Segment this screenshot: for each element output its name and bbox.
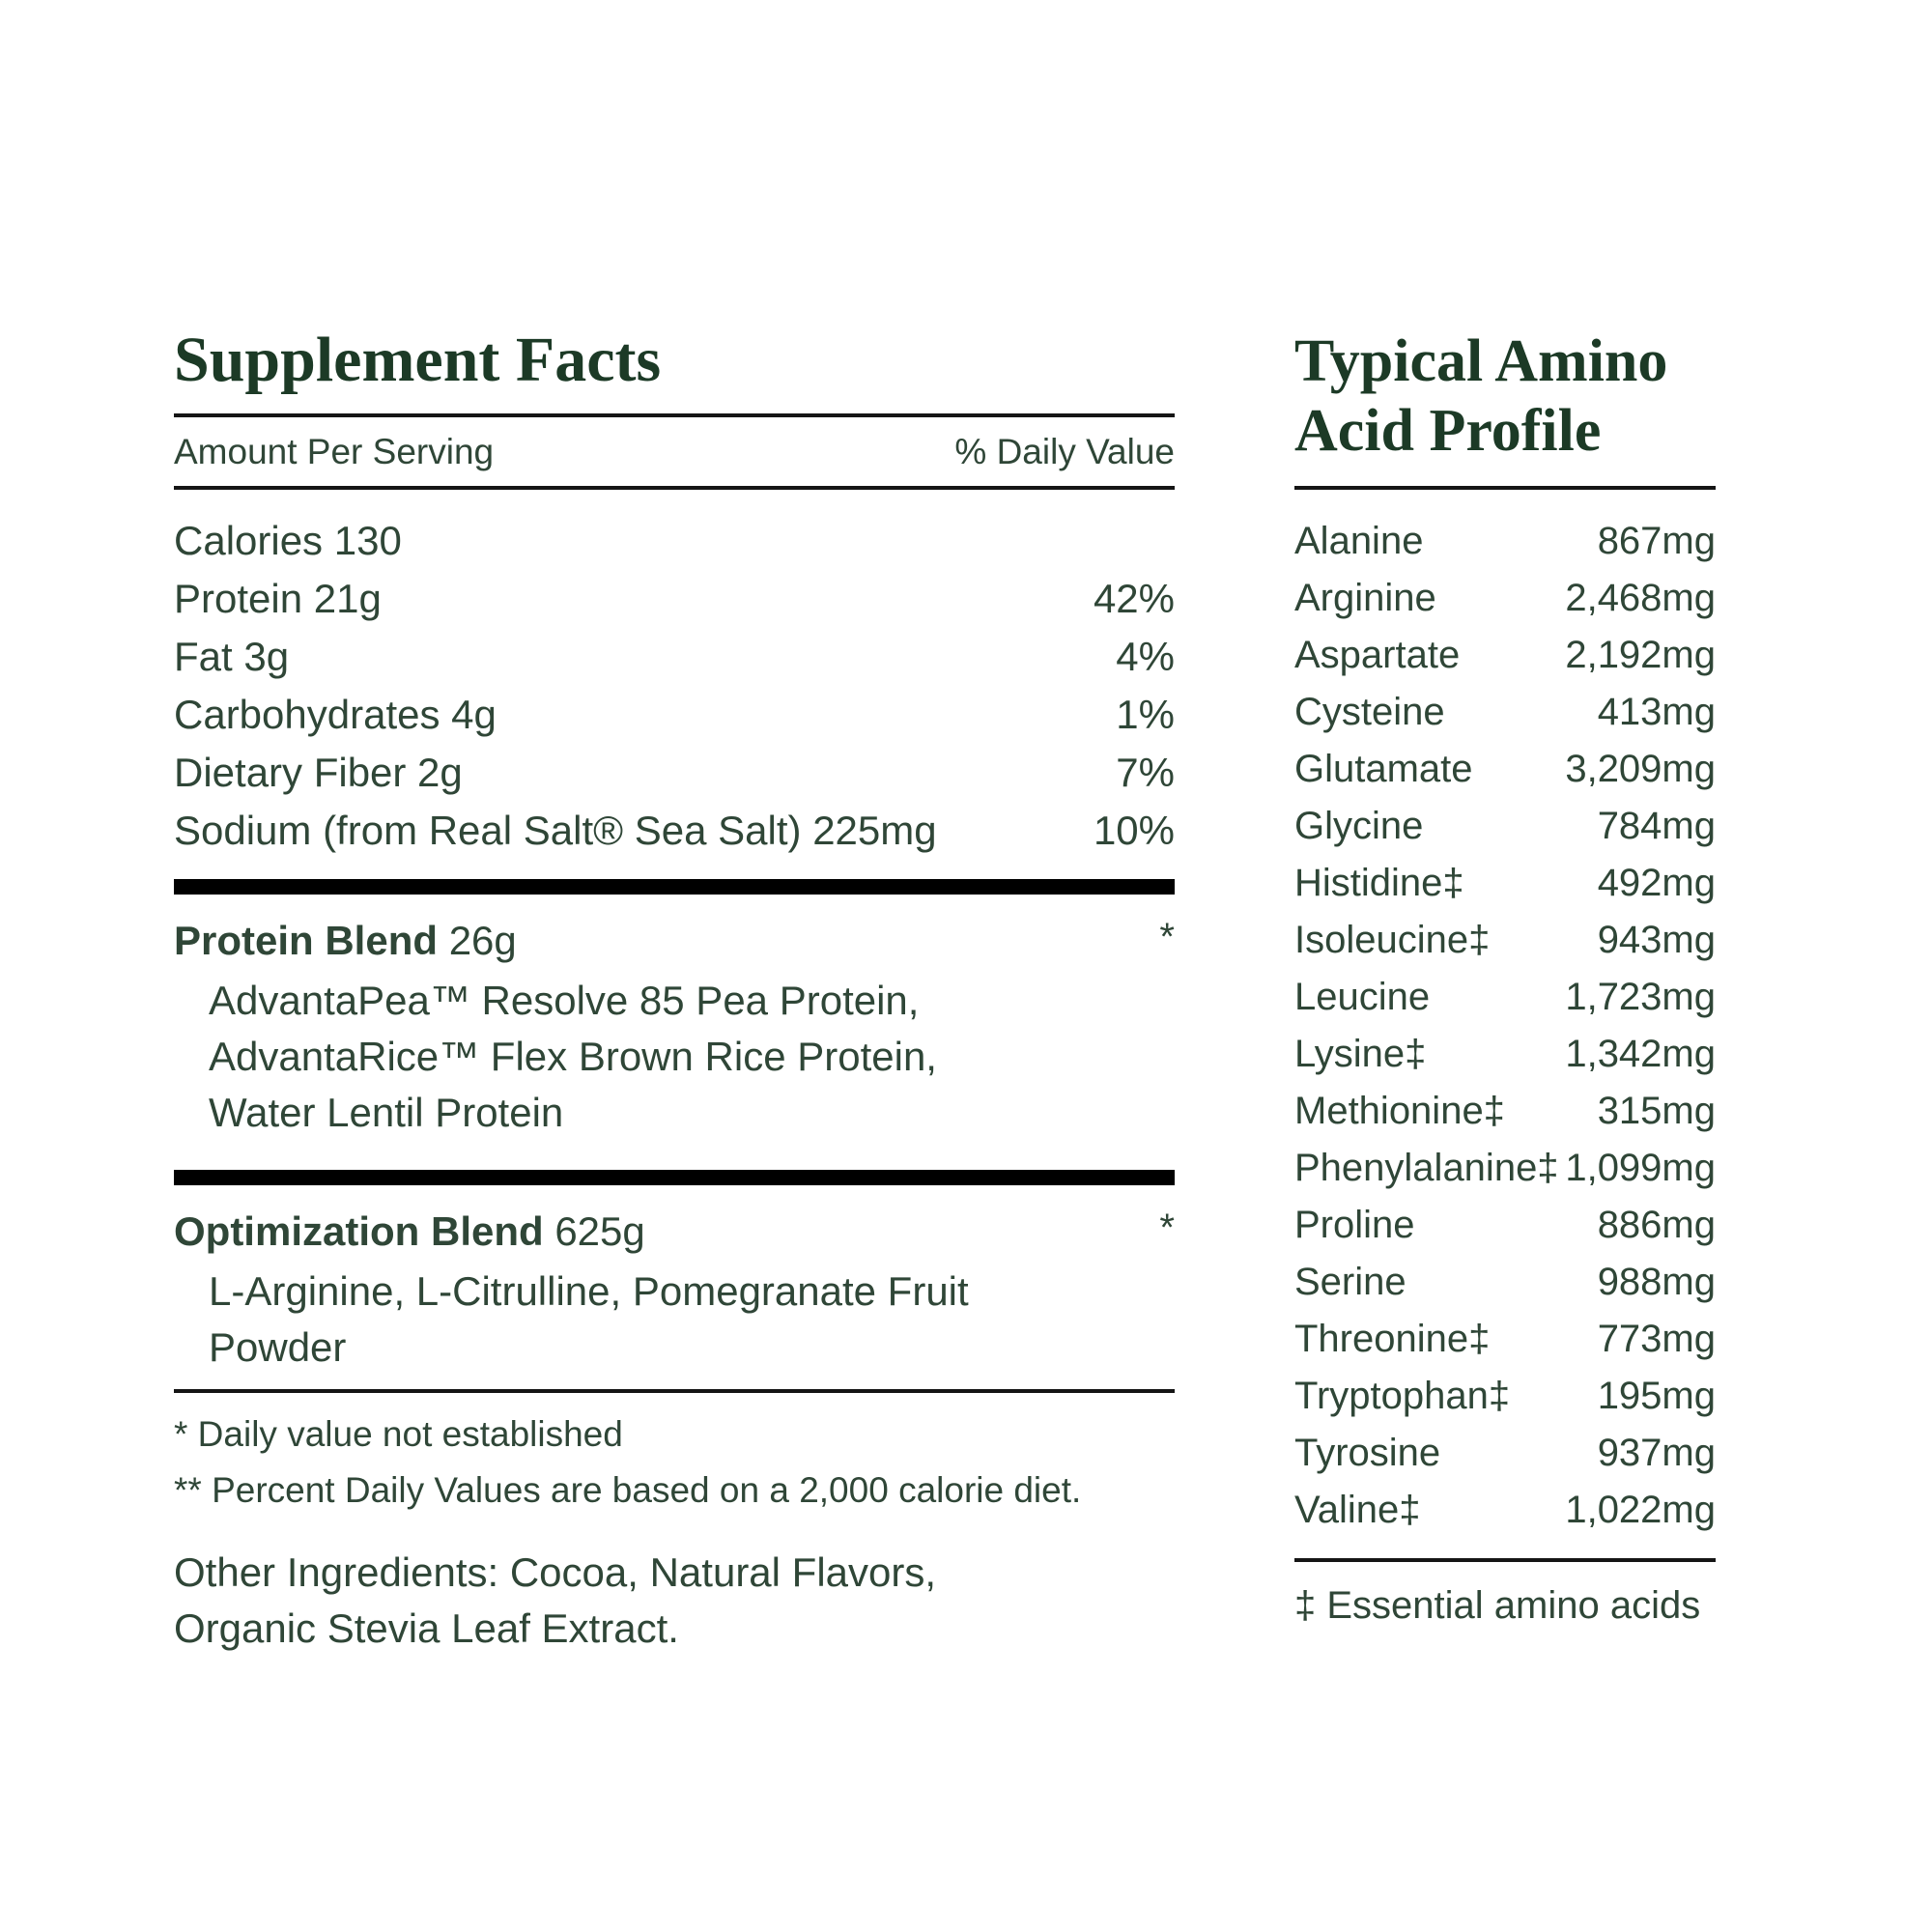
nutrient-label: Calories 130 <box>174 518 402 563</box>
amino-amount: 2,192mg <box>1565 634 1716 676</box>
protein-blend-section <box>174 895 1175 1170</box>
essential-amino-footnote: ‡ Essential amino acids <box>1294 1584 1701 1627</box>
nutrient-dv: 10% <box>1093 808 1175 853</box>
nutrient-label: Fat 3g <box>174 634 290 679</box>
nutrient-row-calories <box>174 512 1175 570</box>
amino-row <box>1294 1368 1716 1425</box>
nutrient-row-carbohydrates <box>174 686 1175 744</box>
ingredient-line: Powder <box>209 1324 347 1370</box>
amino-row <box>1294 1140 1716 1197</box>
blend-name: Optimization Blend <box>174 1208 544 1254</box>
nutrient-label: Carbohydrates 4g <box>174 692 497 737</box>
blend-name: Protein Blend <box>174 918 439 963</box>
amino-row <box>1294 969 1716 1026</box>
amino-name: Proline <box>1294 1204 1415 1246</box>
protein-blend-heading <box>174 914 1175 968</box>
amino-amount: 492mg <box>1597 862 1716 904</box>
amino-amount: 784mg <box>1597 805 1716 847</box>
amino-profile-title <box>1294 327 1716 466</box>
amino-row <box>1294 684 1716 741</box>
amino-name: Arginine <box>1294 577 1436 619</box>
amino-amount: 886mg <box>1597 1204 1716 1246</box>
supplement-facts-title: Supplement Facts <box>174 325 662 395</box>
nutrient-row-dietary-fiber <box>174 744 1175 802</box>
nutrient-row-fat <box>174 628 1175 686</box>
facts-header-row <box>174 417 1175 490</box>
amino-row <box>1294 798 1716 855</box>
amino-name: Tyrosine <box>1294 1432 1441 1474</box>
amino-name: Threonine‡ <box>1294 1318 1491 1360</box>
blend-amount: 625g <box>554 1208 645 1254</box>
blend-asterisk: * <box>1159 916 1175 958</box>
amino-amount: 773mg <box>1597 1318 1716 1360</box>
amount-per-serving-label: Amount Per Serving <box>174 432 495 471</box>
footnote-rule <box>174 1389 1175 1393</box>
amino-amount: 3,209mg <box>1565 748 1716 790</box>
amino-row <box>1294 855 1716 912</box>
footnote-daily-value: * Daily value not established <box>174 1414 623 1454</box>
nutrient-dv: 7% <box>1116 750 1175 795</box>
amino-bottom-rule <box>1294 1558 1716 1562</box>
amino-row <box>1294 1311 1716 1368</box>
amino-amount: 988mg <box>1597 1261 1716 1303</box>
amino-name: Isoleucine‡ <box>1294 919 1491 961</box>
nutrient-dv: 4% <box>1116 634 1175 679</box>
footnote-percent-dv: ** Percent Daily Values are based on a 2,000 calorie diet. <box>174 1470 1082 1510</box>
amino-name: Glycine <box>1294 805 1424 847</box>
footnotes <box>174 1406 1175 1519</box>
amino-name: Glutamate <box>1294 748 1473 790</box>
nutrient-dv: 1% <box>1116 692 1175 737</box>
blend-title <box>174 1205 645 1259</box>
amino-row <box>1294 627 1716 684</box>
amino-amount: 1,723mg <box>1565 976 1716 1018</box>
amino-row <box>1294 1482 1716 1539</box>
optimization-blend-heading <box>174 1205 1175 1259</box>
nutrient-row-sodium <box>174 802 1175 860</box>
amino-amount: 195mg <box>1597 1375 1716 1417</box>
section-divider-bar <box>174 1170 1175 1185</box>
ingredient-line: AdvantaRice™ Flex Brown Rice Protein, <box>209 1034 937 1079</box>
amino-amount: 1,022mg <box>1565 1489 1716 1531</box>
optimization-blend-ingredients <box>209 1264 1175 1376</box>
nutrient-dv: 42% <box>1093 576 1175 621</box>
amino-name: Phenylalanine‡ <box>1294 1147 1559 1189</box>
nutrient-label: Dietary Fiber 2g <box>174 750 463 795</box>
supplement-facts-panel <box>174 325 1175 1657</box>
amino-amount: 413mg <box>1597 691 1716 733</box>
amino-acid-panel <box>1294 327 1716 1634</box>
ingredient-line: L-Arginine, L-Citrulline, Pomegranate Fruit <box>209 1268 969 1314</box>
amino-name: Tryptophan‡ <box>1294 1375 1511 1417</box>
amino-amount: 1,342mg <box>1565 1033 1716 1075</box>
section-divider-bar <box>174 879 1175 895</box>
ingredient-line: Water Lentil Protein <box>209 1090 564 1135</box>
amino-row <box>1294 1197 1716 1254</box>
nutrient-label: Protein 21g <box>174 576 382 621</box>
nutrient-label: Sodium (from Real Salt® Sea Salt) 225mg <box>174 808 937 853</box>
blend-title <box>174 914 517 968</box>
amino-name: Leucine <box>1294 976 1431 1018</box>
amino-amount: 867mg <box>1597 520 1716 562</box>
amino-row <box>1294 1254 1716 1311</box>
blend-amount: 26g <box>448 918 517 963</box>
amino-name: Serine <box>1294 1261 1406 1303</box>
amino-row <box>1294 513 1716 570</box>
amino-row <box>1294 570 1716 627</box>
nutrient-row-protein <box>174 570 1175 628</box>
other-ingredients: Other Ingredients: Cocoa, Natural Flavors, Organic Stevia Leaf Extract. <box>174 1549 937 1651</box>
amino-rows <box>1294 490 1716 1558</box>
amino-name: Valine‡ <box>1294 1489 1421 1531</box>
protein-blend-ingredients <box>209 973 1175 1141</box>
amino-name: Histidine‡ <box>1294 862 1464 904</box>
amino-name: Lysine‡ <box>1294 1033 1427 1075</box>
amino-title-line1: Typical Amino <box>1294 328 1668 394</box>
amino-row <box>1294 1425 1716 1482</box>
daily-value-label: % Daily Value <box>954 432 1175 471</box>
amino-amount: 937mg <box>1597 1432 1716 1474</box>
amino-row <box>1294 1083 1716 1140</box>
nutrient-rows <box>174 490 1175 879</box>
amino-name: Cysteine <box>1294 691 1445 733</box>
amino-row <box>1294 1026 1716 1083</box>
amino-amount: 2,468mg <box>1565 577 1716 619</box>
amino-name: Alanine <box>1294 520 1424 562</box>
blend-asterisk: * <box>1159 1207 1175 1249</box>
ingredient-line: AdvantaPea™ Resolve 85 Pea Protein, <box>209 978 920 1023</box>
amino-title-line2: Acid Profile <box>1294 398 1602 464</box>
optimization-blend-section <box>174 1185 1175 1389</box>
amino-name: Aspartate <box>1294 634 1461 676</box>
amino-row <box>1294 912 1716 969</box>
amino-name: Methionine‡ <box>1294 1090 1505 1132</box>
amino-amount: 315mg <box>1597 1090 1716 1132</box>
amino-amount: 943mg <box>1597 919 1716 961</box>
amino-amount: 1,099mg <box>1565 1147 1716 1189</box>
amino-row <box>1294 741 1716 798</box>
